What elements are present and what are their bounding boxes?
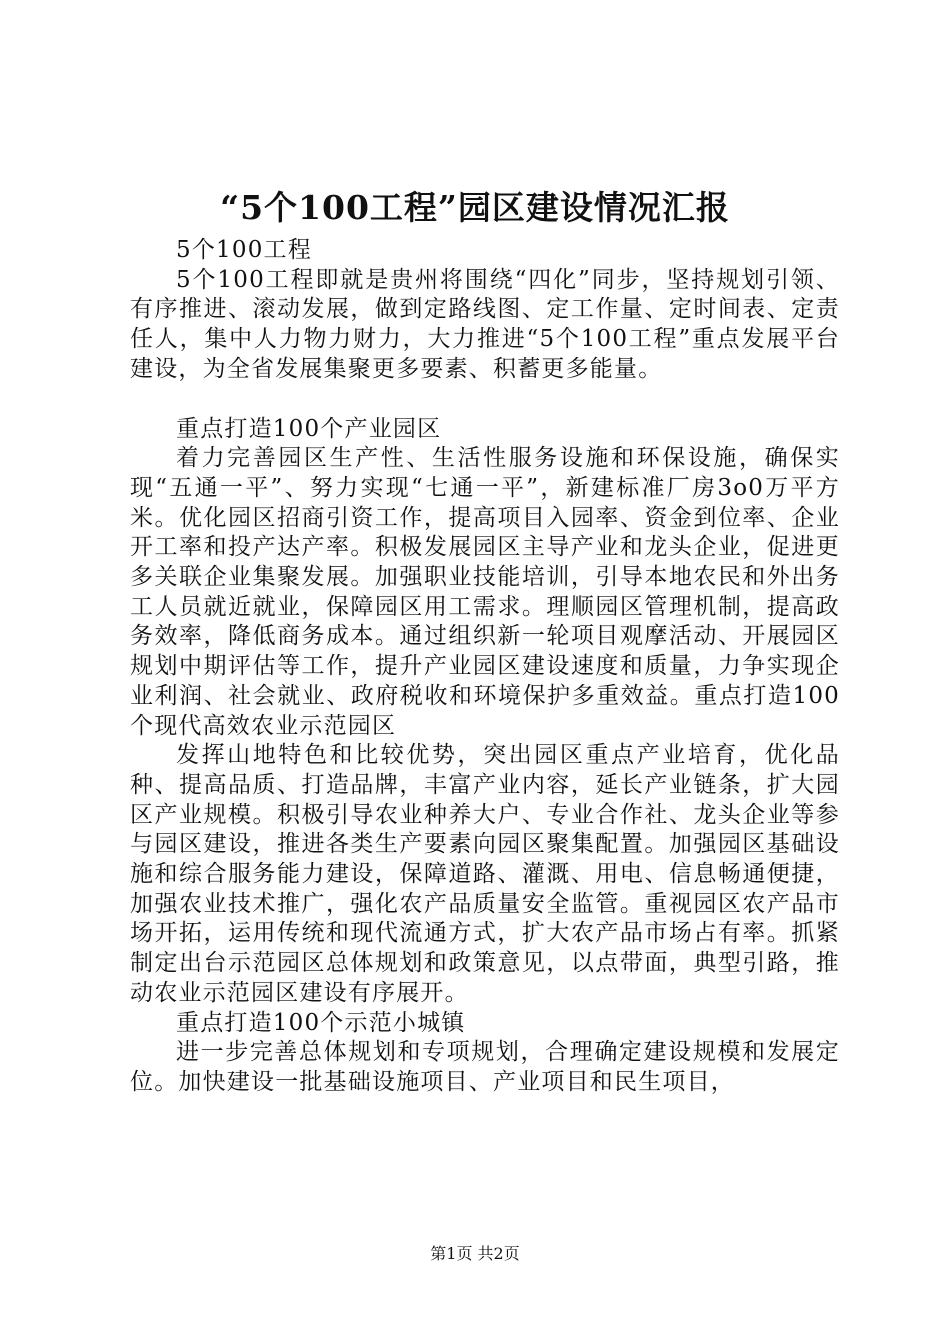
- page-number-footer: 第1页 共2页: [430, 1244, 520, 1263]
- section-heading-industrial-parks: 重点打造100个产业园区: [176, 415, 442, 442]
- section-heading-5x100: 5个100工程: [176, 237, 312, 263]
- industrial-parks-paragraph: 着力完善园区生产性、生活性服务设施和环保设施，确保实现“五通一平”、努力实现“七通一平”，新建标准厂房3o0万平方米。优化园区招商引资工作，提高项目入园率、资金到位率、企业开工率和投产达产率。积极发展园区主导产业和龙头企业，促进更多关联企业集聚发展。加强职业技能培训，引导本地农民和外出务工人员就近就业，保障园区用工需求。理顺园区管理机制，提高政务效率，降低商务成本。通过组织新一轮项目观摩活动、开展园区规划中期评估等工作，提升产业园区建设速度和质量，力争实现企业利润、社会就业、政府税收和环境保护多重效益。重点打造100个现代高效农业示范园区: [130, 445, 840, 739]
- intro-paragraph: 5个100工程即就是贵州将围绕“四化”同步，坚持规划引领、有序推进、滚动发展，做到定路线图、定工作量、定时间表、定责任人，集中人力物力财力，大力推进“5个100工程”重点发展平台建设，为全省发展集聚更多要素、积蓄更多能量。: [130, 266, 840, 382]
- small-towns-paragraph: 进一步完善总体规划和专项规划，合理确定建设规模和发展定位。加快建设一批基础设施项目、产业项目和民生项目，: [130, 1039, 840, 1095]
- document-title: “5个100工程”园区建设情况汇报: [220, 188, 730, 227]
- paragraph-spacer: [130, 385, 840, 415]
- document-body: [130, 236, 840, 1098]
- section-heading-small-towns: 重点打造100个示范小城镇: [176, 1009, 466, 1036]
- agriculture-parks-paragraph: 发挥山地特色和比较优势，突出园区重点产业培育，优化品种、提高品质、打造品牌，丰富产业内容，延长产业链条，扩大园区产业规模。积极引导农业种养大户、专业合作社、龙头企业等参与园区建设，推进各类生产要素向园区聚集配置。加强园区基础设施和综合服务能力建设，保障道路、灌溉、用电、信息畅通便捷，加强农业技术推广，强化农产品质量安全监管。重视园区农产品市场开拓，运用传统和现代流通方式，扩大农产品市场占有率。抓紧制定出台示范园区总体规划和政策意见，以点带面，典型引路，推动农业示范园区建设有序展开。: [130, 742, 840, 1006]
